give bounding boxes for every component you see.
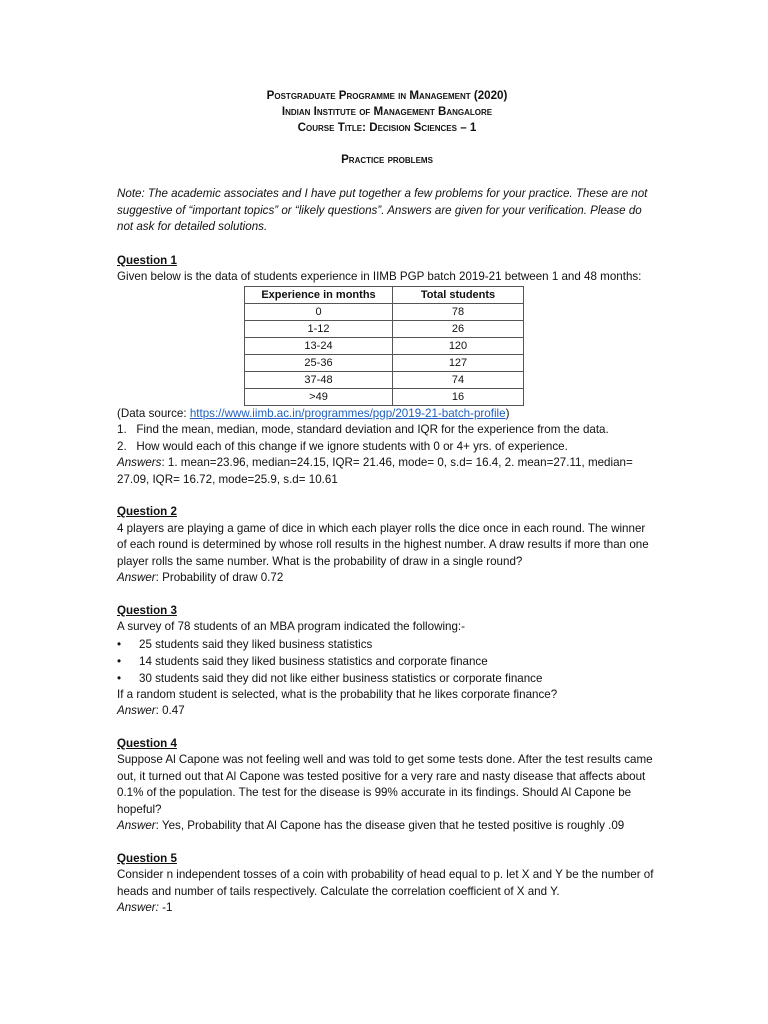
- table-cell: 25-36: [245, 354, 393, 371]
- answer-text: : 0.47: [155, 704, 185, 717]
- question-2-title: Question 2: [117, 505, 177, 518]
- table-row: [245, 388, 524, 405]
- table-cell: 120: [393, 337, 524, 354]
- question-4-title: Question 4: [117, 736, 177, 750]
- bullet-icon: •: [117, 654, 122, 668]
- bullet-icon: •: [117, 671, 122, 685]
- table-row: [245, 354, 524, 371]
- answer-label: Answer:: [117, 901, 159, 914]
- programme-title: Postgraduate Programme in Management (2020): [266, 89, 508, 102]
- answer-text: : 1. mean=23.96, median=24.15, IQR= 21.46, mode= 0, s.d= 16.4, 2. mean=27.11, median= 27.09, IQR= 16.72, mode=25.9, s.d= 10.61: [117, 456, 633, 486]
- table-cell: 127: [393, 354, 524, 371]
- question-3-intro: A survey of 78 students of an MBA program indicated the following:-: [117, 620, 466, 633]
- data-source-prefix: (Data source:: [117, 406, 190, 420]
- question-3-title: Question 3: [117, 603, 177, 617]
- question-1: [117, 253, 657, 489]
- table-row: [245, 303, 524, 320]
- question-1-intro: Given below is the data of students experience in IIMB PGP batch 2019-21 between 1 and 48 months:: [117, 270, 642, 283]
- table-cell: >49: [245, 388, 393, 405]
- table-cell: 16: [393, 388, 524, 405]
- question-1-items: [117, 422, 657, 455]
- bullet-icon: •: [117, 637, 122, 651]
- list-item: 1. Find the mean, median, mode, standard deviation and IQR for the experience from the data.: [117, 423, 609, 436]
- experience-table: [244, 286, 524, 406]
- question-3: [117, 603, 657, 720]
- answer-label: Answers: [117, 456, 162, 469]
- list-item: [117, 653, 657, 670]
- question-1-answer: [117, 455, 657, 488]
- answer-text: -1: [158, 901, 173, 914]
- practice-problems-title: Practice problems: [341, 153, 433, 166]
- table-cell: 78: [393, 303, 524, 320]
- question-4-text: Suppose Al Capone was not feeling well and was told to get some tests done. After the test results came out, it turned out that Al Capone was tested positive for a very rare and nasty disease that affects about 0.1% of the population. The test for the disease is 99% accurate in its findings. Should Al Capone be hopeful?: [117, 753, 653, 816]
- bullet-text: 14 students said they liked business statistics and corporate finance: [139, 654, 488, 668]
- question-4: [117, 736, 657, 835]
- answer-text: : Probability of draw 0.72: [155, 571, 284, 584]
- table-cell: 37-48: [245, 371, 393, 388]
- question-2-text: 4 players are playing a game of dice in which each player rolls the dice once in each round. The winner of each round is determined by whose roll results in the highest number. A draw results if more than one player rolls the same number. What is the probability of draw in a single round?: [117, 521, 649, 568]
- answer-label: Answer: [117, 819, 156, 832]
- table-row: [245, 320, 524, 337]
- table-cell: 1-12: [245, 320, 393, 337]
- data-source-suffix: ): [505, 406, 510, 420]
- table-header-cell: Total students: [393, 286, 524, 303]
- table-cell: 13-24: [245, 337, 393, 354]
- question-3-question: If a random student is selected, what is the probability that he likes corporate finance?: [117, 687, 558, 701]
- question-3-bullets: [117, 636, 657, 687]
- question-5-answer: [117, 900, 657, 917]
- question-3-answer: [117, 703, 657, 720]
- answer-text: : Yes, Probability that Al Capone has the disease given that he tested positive is roughly .09: [155, 819, 625, 832]
- question-2: [117, 504, 657, 587]
- list-item: 2. How would each of this change if we ignore students with 0 or 4+ yrs. of experience.: [117, 439, 568, 453]
- question-4-answer: [117, 818, 657, 835]
- table-header-cell: Experience in months: [245, 286, 393, 303]
- question-5-title: Question 5: [117, 851, 177, 865]
- course-title: Course Title: Decision Sciences – 1: [297, 121, 477, 134]
- table-row: [245, 337, 524, 354]
- institute-title: Indian Institute of Management Bangalore: [281, 105, 493, 118]
- document-content: [117, 88, 657, 917]
- list-item: [117, 636, 657, 653]
- data-source: [117, 406, 657, 423]
- table-row: [245, 371, 524, 388]
- answer-label: Answer: [117, 571, 156, 584]
- table-cell: 74: [393, 371, 524, 388]
- question-5-text: Consider n independent tosses of a coin with probability of head equal to p. let X and Y be the number of heads and number of tails respectively. Calculate the correlation coefficient of X and Y.: [117, 868, 654, 898]
- question-2-answer: [117, 570, 657, 587]
- list-item: [117, 670, 657, 687]
- bullet-text: 30 students said they did not like either business statistics or corporate finance: [139, 671, 543, 685]
- bullet-text: 25 students said they liked business statistics: [139, 637, 373, 651]
- table-cell: 26: [393, 320, 524, 337]
- table-cell: 0: [245, 303, 393, 320]
- question-5: [117, 851, 657, 917]
- table-header-row: [245, 286, 524, 303]
- answer-label: Answer: [117, 704, 156, 717]
- data-source-link[interactable]: https://www.iimb.ac.in/programmes/pgp/2019-21-batch-profile: [189, 406, 506, 420]
- question-1-title: Question 1: [117, 253, 177, 267]
- note-paragraph: Note: The academic associates and I have put together a few problems for your practice. These are not suggestive of “important topics” or “likely questions”. Answers are given for your verification. Please do not ask for detailed solutions.: [117, 187, 648, 233]
